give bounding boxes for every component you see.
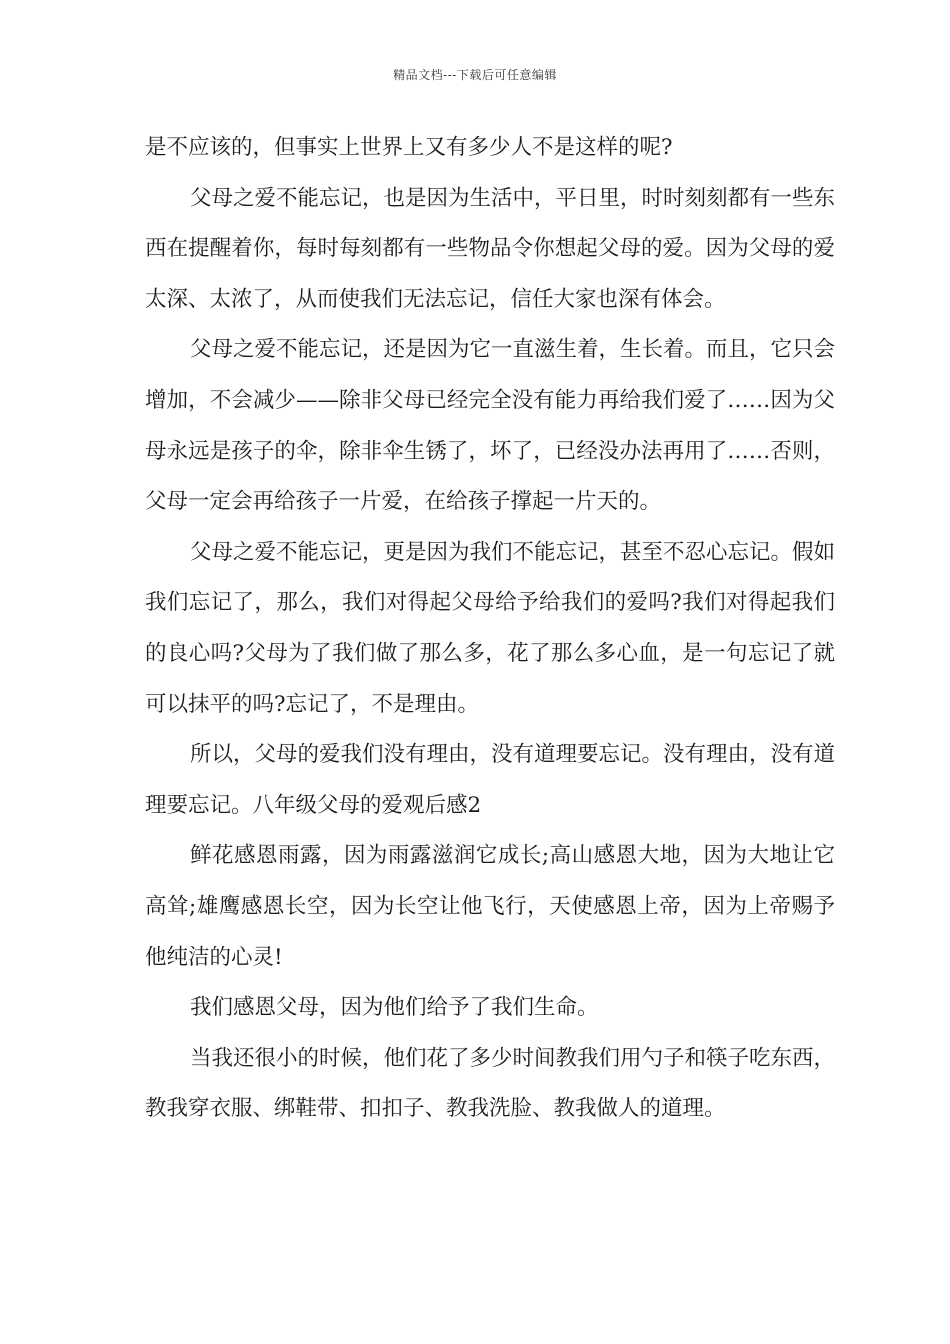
paragraph: 我们感恩父母，因为他们给予了我们生命。 bbox=[190, 995, 599, 1021]
paragraph: 是不应该的，但事实上世界上又有多少人不是这样的呢? bbox=[145, 135, 673, 160]
paragraph: 所以，父母的爱我们没有理由，没有道理要忘记。没有理由，没有道理要忘记。八年级父母的爱观后感2 bbox=[145, 742, 836, 818]
paragraph: 当我还很小的时候，他们花了多少时间教我们用勺子和筷子吃东西，教我穿衣服、绑鞋带、扣扣子、教我洗脸、教我做人的道理。 bbox=[145, 1045, 836, 1122]
paragraph: 父母之爱不能忘记，还是因为它一直滋生着，生长着。而且，它只会增加，不会减少——除非父母已经完全没有能力再给我们爱了……因为父母永远是孩子的伞，除非伞生锈了，坏了，已经没办法再用了……否则，父母一定会再给孩子一片爱，在给孩子撑起一片天的。 bbox=[145, 337, 836, 515]
page-header: 精品文档---下载后可任意编辑 bbox=[393, 68, 557, 82]
paragraph: 父母之爱不能忘记，更是因为我们不能忘记，甚至不忍心忘记。假如我们忘记了，那么，我们对得起父母给予给我们的爱吗?我们对得起我们的良心吗?父母为了我们做了那么多，花了那么多心血，是一句忘记了就可以抹平的吗?忘记了，不是理由。 bbox=[145, 539, 836, 717]
paragraph: 鲜花感恩雨露，因为雨露滋润它成长;高山感恩大地，因为大地让它高耸;雄鹰感恩长空，因为长空让他飞行，天使感恩上帝，因为上帝赐予他纯洁的心灵! bbox=[145, 843, 835, 970]
paragraph: 父母之爱不能忘记，也是因为生活中，平日里，时时刻刻都有一些东西在提醒着你，每时每刻都有一些物品令你想起父母的爱。因为父母的爱太深、太浓了，从而使我们无法忘记，信任大家也深有体会。 bbox=[145, 185, 836, 312]
document-body bbox=[145, 123, 835, 1135]
